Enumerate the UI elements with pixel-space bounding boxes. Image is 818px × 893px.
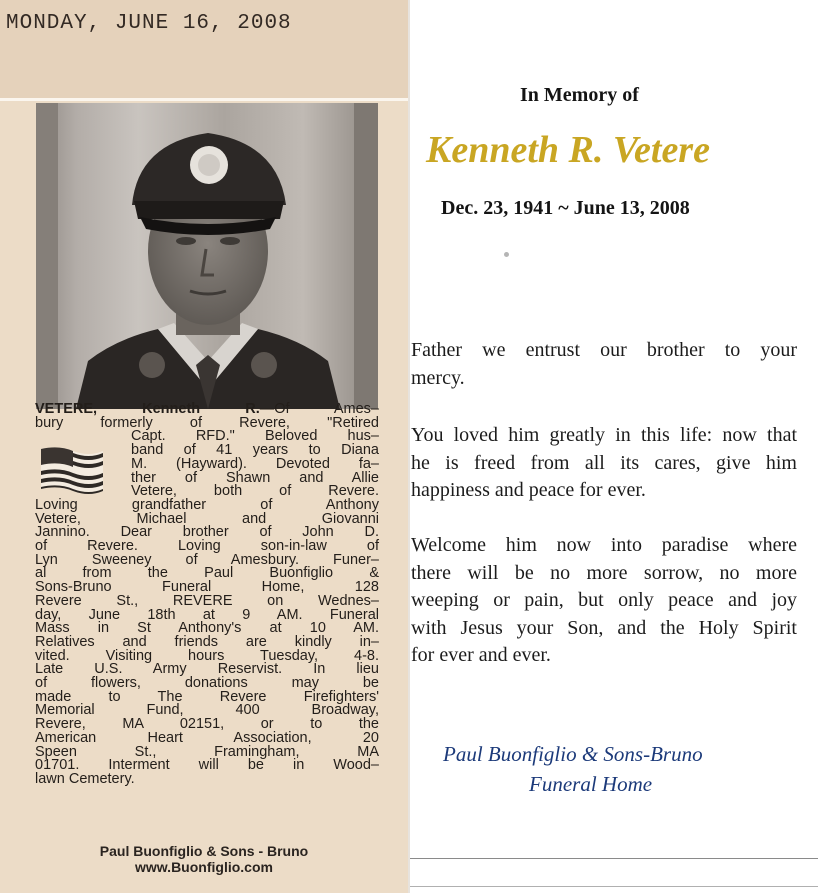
card-heading: In Memory of	[520, 84, 639, 106]
obituary-line: Vetere, Michael and Giovanni	[35, 510, 379, 527]
verse-line: You loved him greatly in this life: now that	[411, 424, 797, 446]
obituary-line: M. (Hayward). Devoted fa–	[131, 455, 379, 472]
verse-line: Father we entrust our brother to your	[411, 339, 797, 361]
obituary-line: American Heart Association, 20	[35, 729, 379, 746]
obituary-line: Lyn Sweeney of Amesbury. Funer–	[35, 551, 379, 568]
obituary-line: Revere St., REVERE on Wednes–	[35, 592, 379, 609]
verse-paragraph-2	[411, 422, 797, 505]
obituary-line: vited. Visiting hours Tuesday, 4-8.	[35, 647, 379, 664]
obituary-line: VETERE, Kenneth R.—Of Ames–	[35, 401, 379, 417]
verse-line: weeping or pain, but only peace and joy	[411, 589, 797, 611]
obituary-line: Mass in St Anthony's at 10 AM.	[35, 620, 379, 637]
obituary-text	[35, 403, 379, 787]
life-dates: Dec. 23, 1941 ~ June 13, 2008	[441, 197, 690, 219]
card-divider	[408, 858, 818, 859]
verse-line: there will be no more sorrow, no more	[411, 561, 797, 584]
obituary-line: Relatives and friends are kindly in–	[35, 633, 379, 650]
obituary-line: Vetere, both of Revere.	[131, 483, 379, 500]
obituary-line: made to The Revere Firefighters'	[35, 688, 379, 705]
verse-line: mercy.	[411, 366, 465, 389]
card-bottom-edge	[408, 886, 818, 887]
obituary-line: Sons-Bruno Funeral Home, 128	[35, 579, 379, 596]
obituary-line: al from the Paul Buonfiglio &	[35, 565, 379, 582]
obituary-line: Loving grandfather of Anthony	[35, 496, 379, 513]
obituary-line: Late U.S. Army Reservist. In lieu	[35, 661, 379, 678]
clipping-funeral-home: Paul Buonfiglio & Sons - Bruno	[99, 843, 309, 859]
verse-line: with Jesus your Son, and the Holy Spirit	[411, 616, 797, 639]
paper-speck	[504, 252, 509, 257]
portrait-photo	[36, 103, 378, 409]
obituary-line: lawn Cemetery.	[35, 770, 135, 787]
verse-line: Welcome him now into paradise where	[411, 534, 797, 556]
verse-paragraph-1	[411, 337, 797, 392]
obituary-line: day, June 18th at 9 AM. Funeral	[35, 606, 379, 623]
obituary-line: band of 41 years to Diana	[131, 442, 379, 459]
newspaper-dateline: MONDAY, JUNE 16, 2008	[6, 12, 292, 35]
verse-line: he is freed from all its cares, give him	[411, 451, 797, 474]
obituary-line: Jannino. Dear brother of John D.	[35, 524, 379, 541]
verse-line: happiness and peace for ever.	[411, 479, 646, 501]
newspaper-clipping	[0, 0, 408, 893]
obituary-line: of Revere. Loving son-in-law of	[35, 538, 379, 555]
firefighter-portrait	[36, 103, 378, 409]
obituary-line: Capt. RFD." Beloved hus–	[131, 428, 379, 445]
obituary-line: ther of Shawn and Allie	[131, 469, 379, 486]
clipping-website: www.Buonfiglio.com	[135, 859, 273, 875]
verse-line: for ever and ever.	[411, 644, 551, 666]
obituary-line: bury formerly of Revere, "Retired	[35, 414, 379, 431]
card-funeral-home-label: Funeral Home	[529, 772, 653, 796]
obituary-line: 01701. Interment will be in Wood–	[35, 757, 379, 774]
card-funeral-home-name: Paul Buonfiglio & Sons-Bruno	[443, 742, 703, 766]
deceased-name: Kenneth R. Vetere	[426, 129, 710, 171]
clipping-edge-shadow	[408, 0, 410, 893]
obituary-line: Speen St., Framingham, MA	[35, 743, 379, 760]
memorial-card	[408, 0, 818, 893]
obituary-line: Memorial Fund, 400 Broadway,	[35, 702, 379, 719]
obituary-line: Revere, MA 02151, or to the	[35, 716, 379, 733]
clipping-tear-line	[0, 98, 408, 101]
obituary-line: of flowers, donations may be	[35, 675, 379, 692]
verse-paragraph-3	[411, 532, 797, 670]
